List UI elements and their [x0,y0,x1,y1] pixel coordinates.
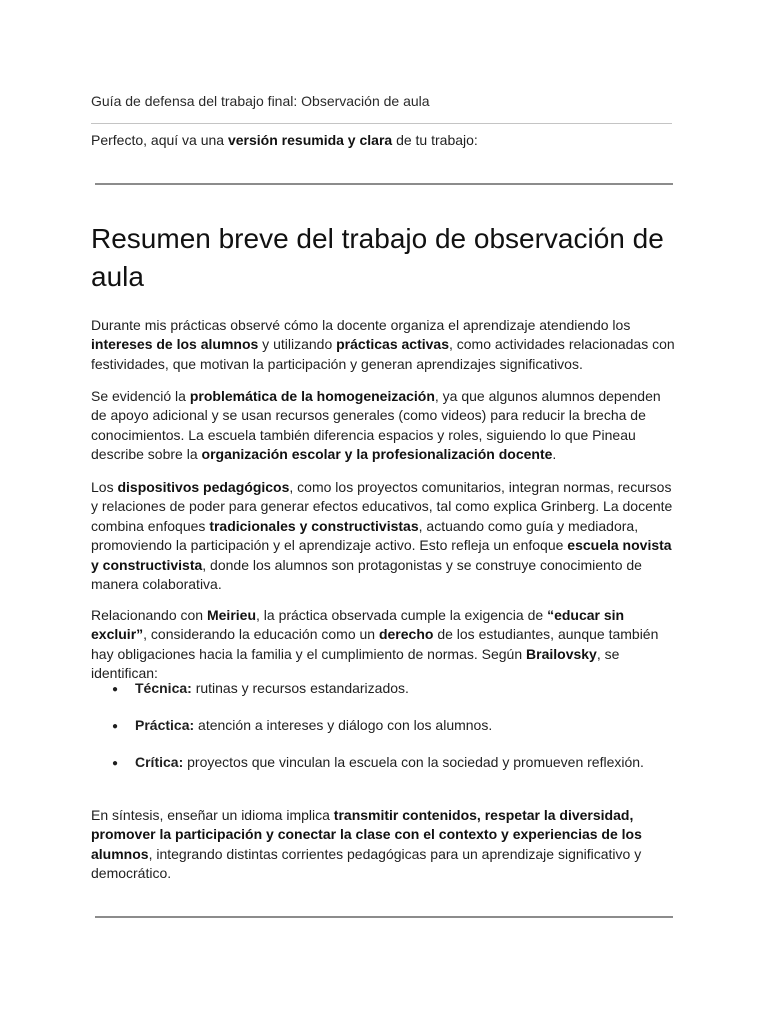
para4-text-5: , se identifican: [91,645,620,682]
bullet-text: rutinas y recursos estandarizados. [191,680,409,696]
bullet-icon: ● [112,758,119,769]
para5-bold-1: transmitir contenidos, respetar la diversidad, promover la participación y conectar la clase con el contexto y experiencias de los alumnos [91,807,642,862]
list-item [112,717,492,735]
para4-text-2: , la práctica observada cumple la exigencia de [256,607,548,623]
page-title: Resumen breve del trabajo de observación de aula [91,223,664,292]
para4-bold-1: Meirieu [206,607,256,623]
paragraph-3 [91,478,677,594]
paragraph-2 [91,387,677,465]
bullet-icon: ● [112,721,119,732]
section-divider-bottom [95,916,673,918]
bullet-text: proyectos que vinculan la escuela con la sociedad y promueven reflexión. [183,754,644,770]
para5-text-1: En síntesis, enseñar un idioma implica [91,807,334,823]
para5-text-2: , integrando distintas corrientes pedagógicas para un aprendizaje significativo y democrático. [91,845,642,882]
bullet-label: Práctica: [135,717,195,733]
para2-bold-2: organización escolar y la profesionalización docente [201,446,553,463]
intro-line [91,132,478,149]
bullet-text: atención a intereses y diálogo con los alumnos. [194,717,493,733]
para2-text-3: . [552,446,557,463]
para4-text-1: Relacionando con [91,607,207,623]
para2-text-2: , ya que algunos alumnos dependen de apoyo adicional y se usan recursos generales (como videos) para reducir la brecha de conocimientos. La escuela también diferencia espacios y roles, siguiendo lo que Pineau describe sobre la [91,388,661,463]
paragraph-1 [91,316,677,374]
paragraph-5 [91,806,677,884]
header-divider [91,123,672,124]
bullet-icon: ● [112,684,119,695]
list-item [112,754,644,772]
paragraph-4 [91,606,677,684]
document-header: Guía de defensa del trabajo final: Observación de aula [91,93,430,109]
para4-bold-3: derecho [378,626,434,643]
para2-text-1: Se evidenció la [91,388,190,404]
para3-text-1: Los [91,479,118,495]
para1-text-3: , como actividades relacionadas con festividades, que motivan la participación y generan aprendizajes significativos. [91,336,675,372]
para1-text-2: y utilizando [258,336,337,353]
list-item [112,680,409,698]
intro-text-2: de tu trabajo: [392,132,478,148]
para1-text-1: Durante mis prácticas observé cómo la docente organiza el aprendizaje atendiendo los [91,317,631,333]
para3-bold-3: escuela novista y constructivista [91,537,672,573]
para4-text-3: , considerando la educación como un [143,626,379,643]
para3-bold-1: dispositivos pedagógicos [117,479,290,495]
para4-text-4: de los estudiantes, aunque también hay obligaciones hacia la familia y el cumplimiento de normas. Según [91,626,659,662]
para3-text-2: , como los proyectos comunitarios, integran normas, recursos y relaciones de poder para generar efectos educativos, tal como explica Grinberg. La docente combina enfoques [91,479,673,534]
para1-bold-2: prácticas activas [336,336,449,353]
para3-text-4: , donde los alumnos son protagonistas y se construye conocimiento de manera colaborativa. [91,556,642,593]
bullet-label: Técnica: [135,680,192,696]
section-divider-top [95,183,673,185]
intro-text-1: Perfecto, aquí va una [91,132,228,148]
intro-bold: versión resumida y clara [227,132,393,148]
para3-text-3: , actuando como guía y mediadora, promoviendo la participación y el aprendizaje activo. Esto refleja un enfoque [91,517,639,554]
para4-bold-4: Brailovsky [526,645,597,662]
para3-bold-2: tradicionales y constructivistas [209,517,419,534]
para4-bold-2: “educar sin excluir” [91,607,625,643]
para1-bold-1: intereses de los alumnos [91,336,259,353]
para2-bold-1: problemática de la homogeneización [189,388,435,404]
bullet-label: Crítica: [135,754,184,770]
